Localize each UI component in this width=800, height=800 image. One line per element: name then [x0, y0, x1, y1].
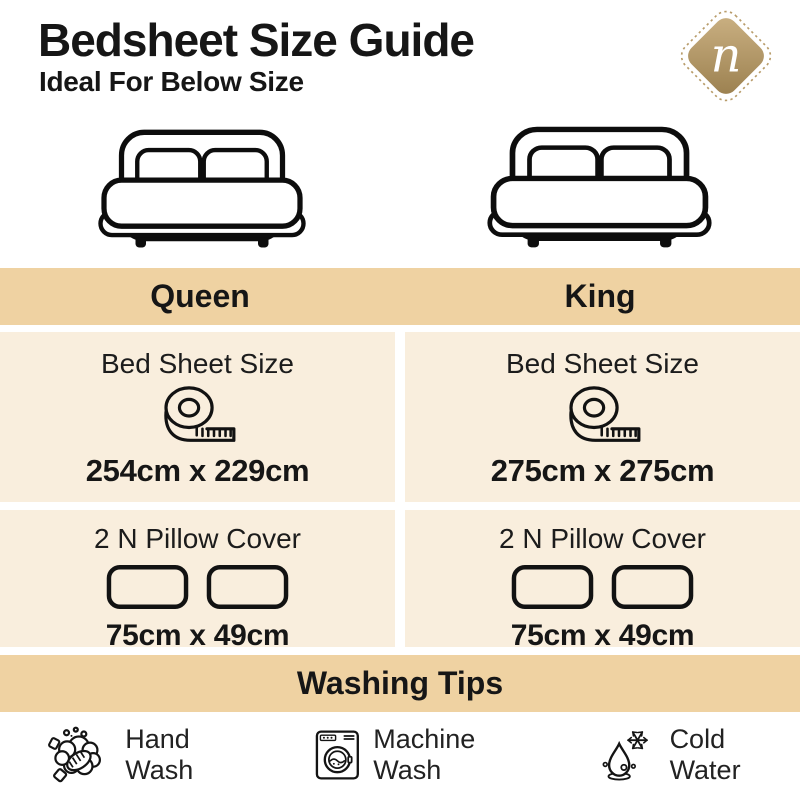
- pillow-size-value: 75cm x 49cm: [510, 619, 695, 652]
- washing-tips-band: [0, 655, 800, 712]
- pillow-shapes: [106, 564, 289, 610]
- tip-label: Machine Wash: [373, 724, 476, 785]
- tip-hand-wash: [48, 721, 262, 789]
- pillow-cover-label: 2 N Pillow Cover: [499, 523, 706, 554]
- queen-pillow-card: [0, 510, 395, 652]
- hand-wash-icon: [48, 721, 112, 789]
- sheet-size-value: 254cm x 229cm: [85, 453, 310, 488]
- queen-sheet-card: [0, 332, 395, 502]
- washing-tips-row: [0, 712, 800, 798]
- king-sheet-card: [405, 332, 800, 502]
- measuring-tape-icon: [559, 384, 647, 448]
- pillow-shapes: [511, 564, 694, 610]
- sheet-size-value: 275cm x 275cm: [490, 453, 715, 488]
- measuring-tape-icon: [154, 384, 242, 448]
- logo-letter: n: [710, 28, 742, 84]
- tip-machine-wash: [314, 724, 547, 786]
- pillow-cover-label: 2 N Pillow Cover: [94, 523, 301, 554]
- sheet-size-label: Bed Sheet Size: [100, 348, 295, 379]
- pillow-size-value: 75cm x 49cm: [105, 619, 290, 652]
- washing-tips-title: Washing Tips: [296, 665, 504, 701]
- page-title: Bedsheet Size Guide: [38, 14, 475, 66]
- column-header-queen: Queen: [150, 278, 250, 314]
- tip-cold-water: [602, 724, 800, 786]
- cold-water-icon: [602, 725, 656, 785]
- king-pillow-card: [405, 510, 800, 652]
- sheet-size-label: Bed Sheet Size: [505, 348, 700, 379]
- brand-logo-icon: [674, 4, 778, 108]
- king-bed-icon: [486, 124, 713, 251]
- pillow-icon: [206, 564, 289, 610]
- size-header-band: [0, 268, 800, 325]
- queen-bed-icon: [97, 127, 307, 251]
- machine-wash-icon: [314, 728, 361, 782]
- page-subtitle: Ideal For Below Size: [39, 66, 304, 97]
- tip-label: Hand Wash: [125, 724, 194, 785]
- pillow-icon: [511, 564, 594, 610]
- column-header-king: King: [564, 278, 636, 314]
- pillow-icon: [611, 564, 694, 610]
- pillow-icon: [106, 564, 189, 610]
- tip-label: Cold Water: [669, 724, 741, 785]
